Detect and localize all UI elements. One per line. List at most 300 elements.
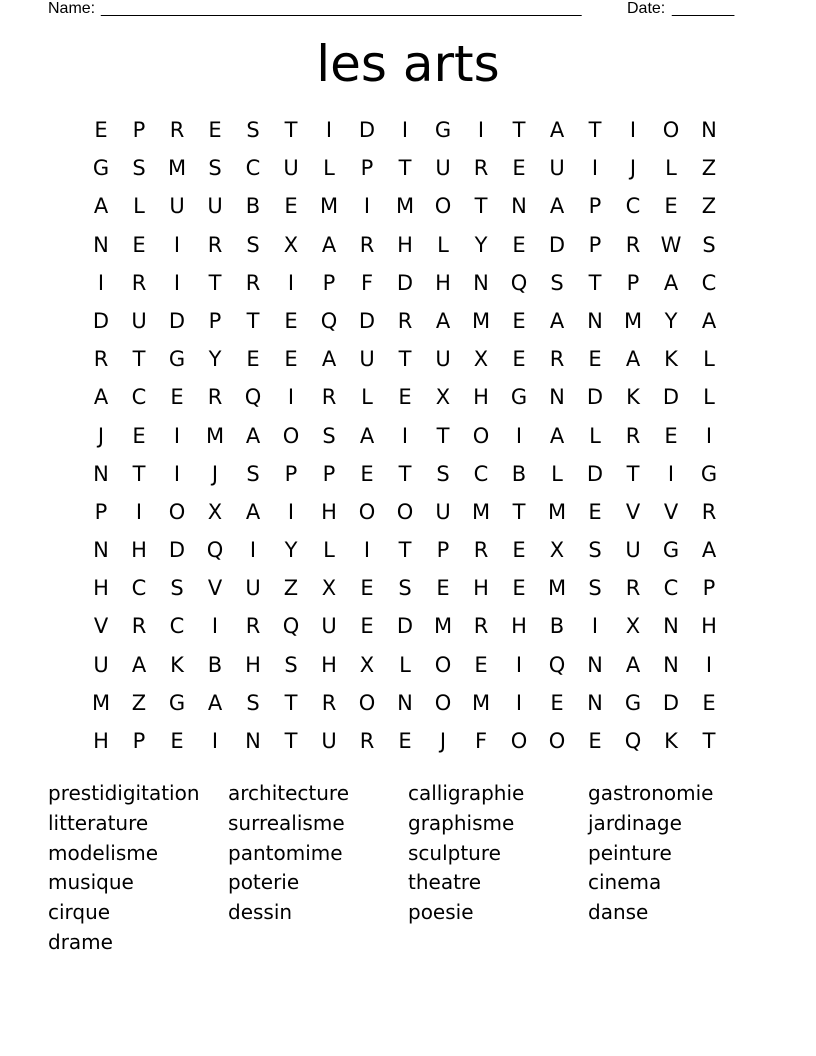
grid-letter: R (549, 347, 565, 372)
grid-letter: I (477, 118, 485, 142)
grid-letter: A (701, 538, 717, 563)
grid-letter: R (207, 385, 223, 410)
grid-letter: L (323, 538, 335, 563)
grid-letter: P (322, 461, 336, 486)
grid-letter: B (511, 461, 527, 486)
grid-letter: A (93, 194, 109, 219)
date-label: Date: (627, 0, 666, 17)
grid-letter: I (173, 461, 181, 486)
grid-letter: D (92, 308, 110, 333)
grid-letter: C (131, 385, 147, 410)
grid-letter: E (94, 118, 108, 142)
grid-letter: P (94, 499, 108, 524)
grid-letter: D (662, 690, 680, 715)
grid-letter: D (168, 308, 186, 333)
name-label: Name: (48, 0, 96, 17)
grid-letter: E (474, 652, 488, 677)
grid-letter: X (625, 614, 641, 639)
grid-letter: E (284, 347, 298, 372)
grid-letter: A (245, 499, 261, 524)
grid-letter: R (625, 423, 641, 448)
grid-letter: N (93, 538, 109, 563)
grid-letter: O (282, 423, 300, 448)
grid-letter: S (132, 156, 146, 181)
grid-letter: Y (474, 232, 488, 257)
grid-letter: J (439, 729, 447, 753)
word-list-item: cirque (48, 900, 111, 925)
grid-letter: A (625, 347, 641, 372)
grid-letter: I (325, 118, 333, 142)
grid-letter: N (587, 652, 603, 677)
grid-letter: E (284, 194, 298, 219)
grid-letter: V (93, 614, 109, 639)
grid-letter: E (246, 347, 260, 372)
grid-letter: L (703, 385, 715, 410)
grid-letter: R (359, 729, 375, 753)
grid-letter: J (97, 423, 105, 448)
grid-letter: P (436, 538, 450, 563)
grid-letter: E (208, 118, 222, 142)
grid-letter: T (398, 461, 412, 486)
grid-letter: S (398, 576, 412, 601)
grid-letter: N (93, 461, 109, 486)
word-list-item: musique (48, 870, 134, 895)
grid-letter: M (205, 423, 225, 448)
grid-letter: N (397, 690, 413, 715)
grid-letter: I (249, 538, 257, 563)
grid-letter: X (359, 652, 375, 677)
grid-letter: X (473, 347, 489, 372)
grid-letter: B (245, 194, 261, 219)
grid-letter: T (588, 270, 602, 295)
grid-letter: U (321, 614, 337, 639)
grid-letter: I (363, 194, 371, 219)
grid-letter: C (169, 614, 185, 639)
grid-letter: W (660, 232, 682, 257)
grid-letter: E (284, 308, 298, 333)
grid-letter: O (662, 118, 680, 142)
grid-letter: R (473, 614, 489, 639)
grid-letter: D (586, 385, 604, 410)
grid-letter: E (550, 690, 564, 715)
grid-letter: X (321, 576, 337, 601)
grid-letter: R (625, 232, 641, 257)
grid-letter: G (510, 385, 528, 410)
grid-letter: E (664, 423, 678, 448)
word-list-item: gastronomie (588, 781, 714, 805)
grid-letter: E (512, 538, 526, 563)
grid-letter: T (132, 461, 146, 486)
grid-letter: L (399, 652, 411, 677)
word-list-item: architecture (228, 781, 350, 805)
word-list-item: pantomime (228, 840, 343, 865)
grid-letter: I (705, 652, 713, 677)
grid-letter: H (245, 652, 261, 677)
grid-letter: H (93, 729, 109, 753)
grid-letter: R (131, 270, 147, 295)
grid-letter: M (319, 194, 339, 219)
grid-letter: O (396, 499, 414, 524)
grid-letter: S (588, 576, 602, 601)
word-list-item: prestidigitation (48, 781, 200, 805)
grid-letter: P (132, 729, 146, 753)
grid-letter: R (701, 499, 717, 524)
grid-letter: U (283, 156, 299, 181)
grid-letter: A (549, 194, 565, 219)
grid-letter: S (284, 652, 298, 677)
grid-letter: E (512, 232, 526, 257)
grid-letter: E (360, 461, 374, 486)
grid-letter: F (360, 270, 374, 295)
date-field[interactable]: _______ (672, 0, 735, 17)
grid-letter: H (321, 499, 337, 524)
grid-letter: D (358, 118, 376, 142)
grid-letter: A (321, 232, 337, 257)
grid-letter: E (170, 729, 184, 753)
grid-letter: E (702, 690, 716, 715)
grid-letter: N (511, 194, 527, 219)
name-field[interactable]: ______________________________________________________ (101, 0, 582, 17)
grid-letter: T (398, 538, 412, 563)
grid-letter: U (245, 576, 261, 601)
grid-letter: U (131, 308, 147, 333)
grid-letter: T (284, 118, 298, 142)
grid-letter: R (397, 308, 413, 333)
grid-letter: I (211, 614, 219, 639)
grid-letter: P (702, 576, 716, 601)
grid-letter: S (322, 423, 336, 448)
word-list-item: graphisme (408, 810, 515, 835)
grid-letter: I (705, 423, 713, 448)
grid-letter: I (591, 156, 599, 181)
grid-letter: N (549, 385, 565, 410)
grid-letter: T (398, 156, 412, 181)
grid-letter: Z (283, 576, 299, 601)
grid-letter: T (702, 729, 716, 753)
grid-letter: D (586, 461, 604, 486)
grid-letter: S (246, 118, 260, 142)
word-list-item: drame (48, 929, 113, 954)
grid-letter: A (663, 270, 679, 295)
grid-letter: Q (244, 385, 262, 410)
grid-letter: G (434, 118, 452, 142)
grid-letter: L (133, 194, 145, 219)
grid-letter: C (131, 576, 147, 601)
grid-letter: I (515, 652, 523, 677)
grid-letter: N (701, 118, 717, 142)
grid-letter: R (131, 614, 147, 639)
grid-letter: L (323, 156, 335, 181)
grid-letter: O (548, 729, 566, 753)
grid-letter: O (434, 194, 452, 219)
grid-letter: T (474, 194, 488, 219)
page-title: les arts (316, 35, 500, 93)
grid-letter: I (363, 538, 371, 563)
grid-letter: P (208, 308, 222, 333)
grid-letter: I (173, 423, 181, 448)
grid-letter: V (663, 499, 679, 524)
grid-letter: Y (208, 347, 222, 372)
grid-letter: U (321, 729, 337, 753)
grid-letter: E (170, 385, 184, 410)
grid-letter: T (284, 729, 298, 753)
grid-letter: N (663, 614, 679, 639)
grid-letter: B (207, 652, 223, 677)
word-list-item: cinema (588, 870, 662, 895)
grid-letter: I (97, 270, 105, 295)
grid-letter: X (549, 538, 565, 563)
grid-letter: S (246, 690, 260, 715)
grid-letter: S (436, 461, 450, 486)
grid-letter: Y (664, 308, 678, 333)
grid-letter: E (664, 194, 678, 219)
grid-letter: N (587, 690, 603, 715)
grid-letter: U (625, 538, 641, 563)
grid-letter: E (588, 729, 602, 753)
grid-letter: L (551, 461, 563, 486)
grid-letter: H (701, 614, 717, 639)
word-list-item: poterie (228, 870, 300, 895)
word-list-item: surrealisme (228, 810, 345, 835)
word-list-item: poesie (408, 900, 474, 925)
grid-letter: G (92, 156, 110, 181)
grid-letter: O (472, 423, 490, 448)
word-list-item: dessin (228, 900, 293, 925)
grid-letter: O (358, 499, 376, 524)
grid-letter: T (436, 423, 450, 448)
grid-letter: C (245, 156, 261, 181)
grid-letter: A (549, 423, 565, 448)
grid-letter: A (245, 423, 261, 448)
grid-letter: A (625, 652, 641, 677)
grid-letter: C (701, 270, 717, 295)
word-list-item: calligraphie (408, 781, 525, 805)
grid-letter: A (131, 652, 147, 677)
grid-letter: P (588, 232, 602, 257)
grid-letter: O (168, 499, 186, 524)
grid-letter: I (515, 423, 523, 448)
grid-letter: J (629, 156, 637, 181)
grid-letter: L (361, 385, 373, 410)
grid-letter: S (246, 232, 260, 257)
grid-letter: M (433, 614, 453, 639)
grid-letter: V (207, 576, 223, 601)
grid-letter: M (547, 576, 567, 601)
grid-letter: O (510, 729, 528, 753)
grid-letter: I (173, 270, 181, 295)
grid-letter: C (663, 576, 679, 601)
grid-letter: L (589, 423, 601, 448)
grid-letter: E (512, 576, 526, 601)
grid-letter: L (665, 156, 677, 181)
grid-letter: Q (510, 270, 528, 295)
grid-letter: I (591, 614, 599, 639)
grid-letter: E (360, 576, 374, 601)
grid-letter: L (437, 232, 449, 257)
grid-letter: X (283, 232, 299, 257)
grid-letter: U (549, 156, 565, 181)
grid-letter: E (588, 499, 602, 524)
grid-letter: O (358, 690, 376, 715)
grid-letter: T (284, 690, 298, 715)
word-list (48, 779, 768, 958)
grid-letter: E (132, 423, 146, 448)
grid-letter: T (398, 347, 412, 372)
grid-letter: K (664, 729, 678, 753)
grid-letter: T (626, 461, 640, 486)
grid-letter: U (435, 499, 451, 524)
word-list-item: danse (588, 900, 649, 925)
grid-letter: Q (206, 538, 224, 563)
grid-letter: L (703, 347, 715, 372)
grid-letter: D (396, 270, 414, 295)
grid-letter: P (132, 118, 146, 142)
grid-letter: D (396, 614, 414, 639)
grid-letter: G (168, 690, 186, 715)
grid-letter: D (358, 308, 376, 333)
grid-letter: H (131, 538, 147, 563)
grid-letter: I (287, 499, 295, 524)
grid-letter: R (207, 232, 223, 257)
grid-letter: E (436, 576, 450, 601)
grid-letter: I (211, 729, 219, 753)
grid-letter: S (550, 270, 564, 295)
grid-letter: H (321, 652, 337, 677)
grid-letter: A (549, 308, 565, 333)
grid-letter: K (626, 385, 640, 410)
grid-letter: Q (320, 308, 338, 333)
grid-letter: K (170, 652, 184, 677)
grid-letter: G (700, 461, 718, 486)
word-list-item: theatre (408, 870, 482, 895)
grid-letter: T (132, 347, 146, 372)
grid-letter: U (169, 194, 185, 219)
word-list-item: sculpture (408, 840, 501, 865)
grid-letter: T (246, 308, 260, 333)
grid-letter: A (93, 385, 109, 410)
grid-letter: M (167, 156, 187, 181)
grid-letter: H (473, 385, 489, 410)
grid-letter: U (435, 347, 451, 372)
grid-letter: A (207, 690, 223, 715)
grid-letter: S (246, 461, 260, 486)
grid-letter: A (701, 308, 717, 333)
grid-letter: M (91, 690, 111, 715)
grid-letter: N (587, 308, 603, 333)
grid-letter: M (623, 308, 643, 333)
grid-letter: E (512, 308, 526, 333)
grid-letter: H (435, 270, 451, 295)
grid-letter: Z (701, 156, 717, 181)
grid-letter: H (397, 232, 413, 257)
grid-letter: F (474, 729, 488, 753)
grid-letter: A (549, 118, 565, 142)
grid-letter: N (245, 729, 261, 753)
grid-letter: Q (624, 729, 642, 753)
grid-letter: J (211, 461, 219, 486)
word-list-item: jardinage (588, 810, 682, 835)
grid-letter: U (359, 347, 375, 372)
grid-letter: E (398, 385, 412, 410)
grid-letter: Q (548, 652, 566, 677)
grid-letter: H (93, 576, 109, 601)
grid-letter: R (245, 270, 261, 295)
word-search-grid (82, 111, 728, 760)
grid-letter: Z (701, 194, 717, 219)
grid-letter: Q (282, 614, 300, 639)
grid-letter: N (473, 270, 489, 295)
grid-letter: M (471, 308, 491, 333)
grid-letter: I (401, 118, 409, 142)
grid-letter: A (321, 347, 337, 372)
grid-letter: N (663, 652, 679, 677)
grid-letter: R (321, 690, 337, 715)
grid-letter: S (702, 232, 716, 257)
grid-letter: I (287, 270, 295, 295)
grid-letter: R (169, 118, 185, 142)
grid-letter: C (625, 194, 641, 219)
grid-letter: C (473, 461, 489, 486)
grid-letter: E (512, 156, 526, 181)
grid-letter: R (93, 347, 109, 372)
grid-letter: R (359, 232, 375, 257)
grid-letter: Z (131, 690, 147, 715)
grid-letter: B (549, 614, 565, 639)
grid-letter: A (359, 423, 375, 448)
grid-letter: D (662, 385, 680, 410)
grid-letter: P (626, 270, 640, 295)
grid-letter: M (471, 499, 491, 524)
grid-letter: D (548, 232, 566, 257)
grid-letter: G (168, 347, 186, 372)
grid-letter: I (629, 118, 637, 142)
grid-letter: M (471, 690, 491, 715)
grid-letter: E (360, 614, 374, 639)
word-list-item: peinture (588, 840, 672, 865)
grid-letter: V (625, 499, 641, 524)
grid-letter: U (93, 652, 109, 677)
grid-letter: T (512, 118, 526, 142)
grid-letter: R (321, 385, 337, 410)
grid-letter: T (588, 118, 602, 142)
grid-letter: N (93, 232, 109, 257)
grid-letter: R (473, 156, 489, 181)
grid-letter: S (208, 156, 222, 181)
grid-letter: E (398, 729, 412, 753)
grid-letter: Y (284, 538, 298, 563)
grid-letter: I (667, 461, 675, 486)
grid-letter: O (434, 690, 452, 715)
grid-letter: I (401, 423, 409, 448)
grid-letter: M (547, 499, 567, 524)
grid-letter: X (435, 385, 451, 410)
grid-letter: P (322, 270, 336, 295)
grid-letter: R (473, 538, 489, 563)
grid-letter: H (473, 576, 489, 601)
grid-letter: P (588, 194, 602, 219)
grid-letter: T (512, 499, 526, 524)
header-line (48, 0, 748, 20)
word-list-item: modelisme (48, 840, 159, 865)
grid-letter: T (208, 270, 222, 295)
grid-letter: A (435, 308, 451, 333)
grid-letter: G (662, 538, 680, 563)
grid-letter: P (284, 461, 298, 486)
grid-letter: I (515, 690, 523, 715)
grid-letter: R (245, 614, 261, 639)
grid-letter: S (588, 538, 602, 563)
grid-letter: R (625, 576, 641, 601)
